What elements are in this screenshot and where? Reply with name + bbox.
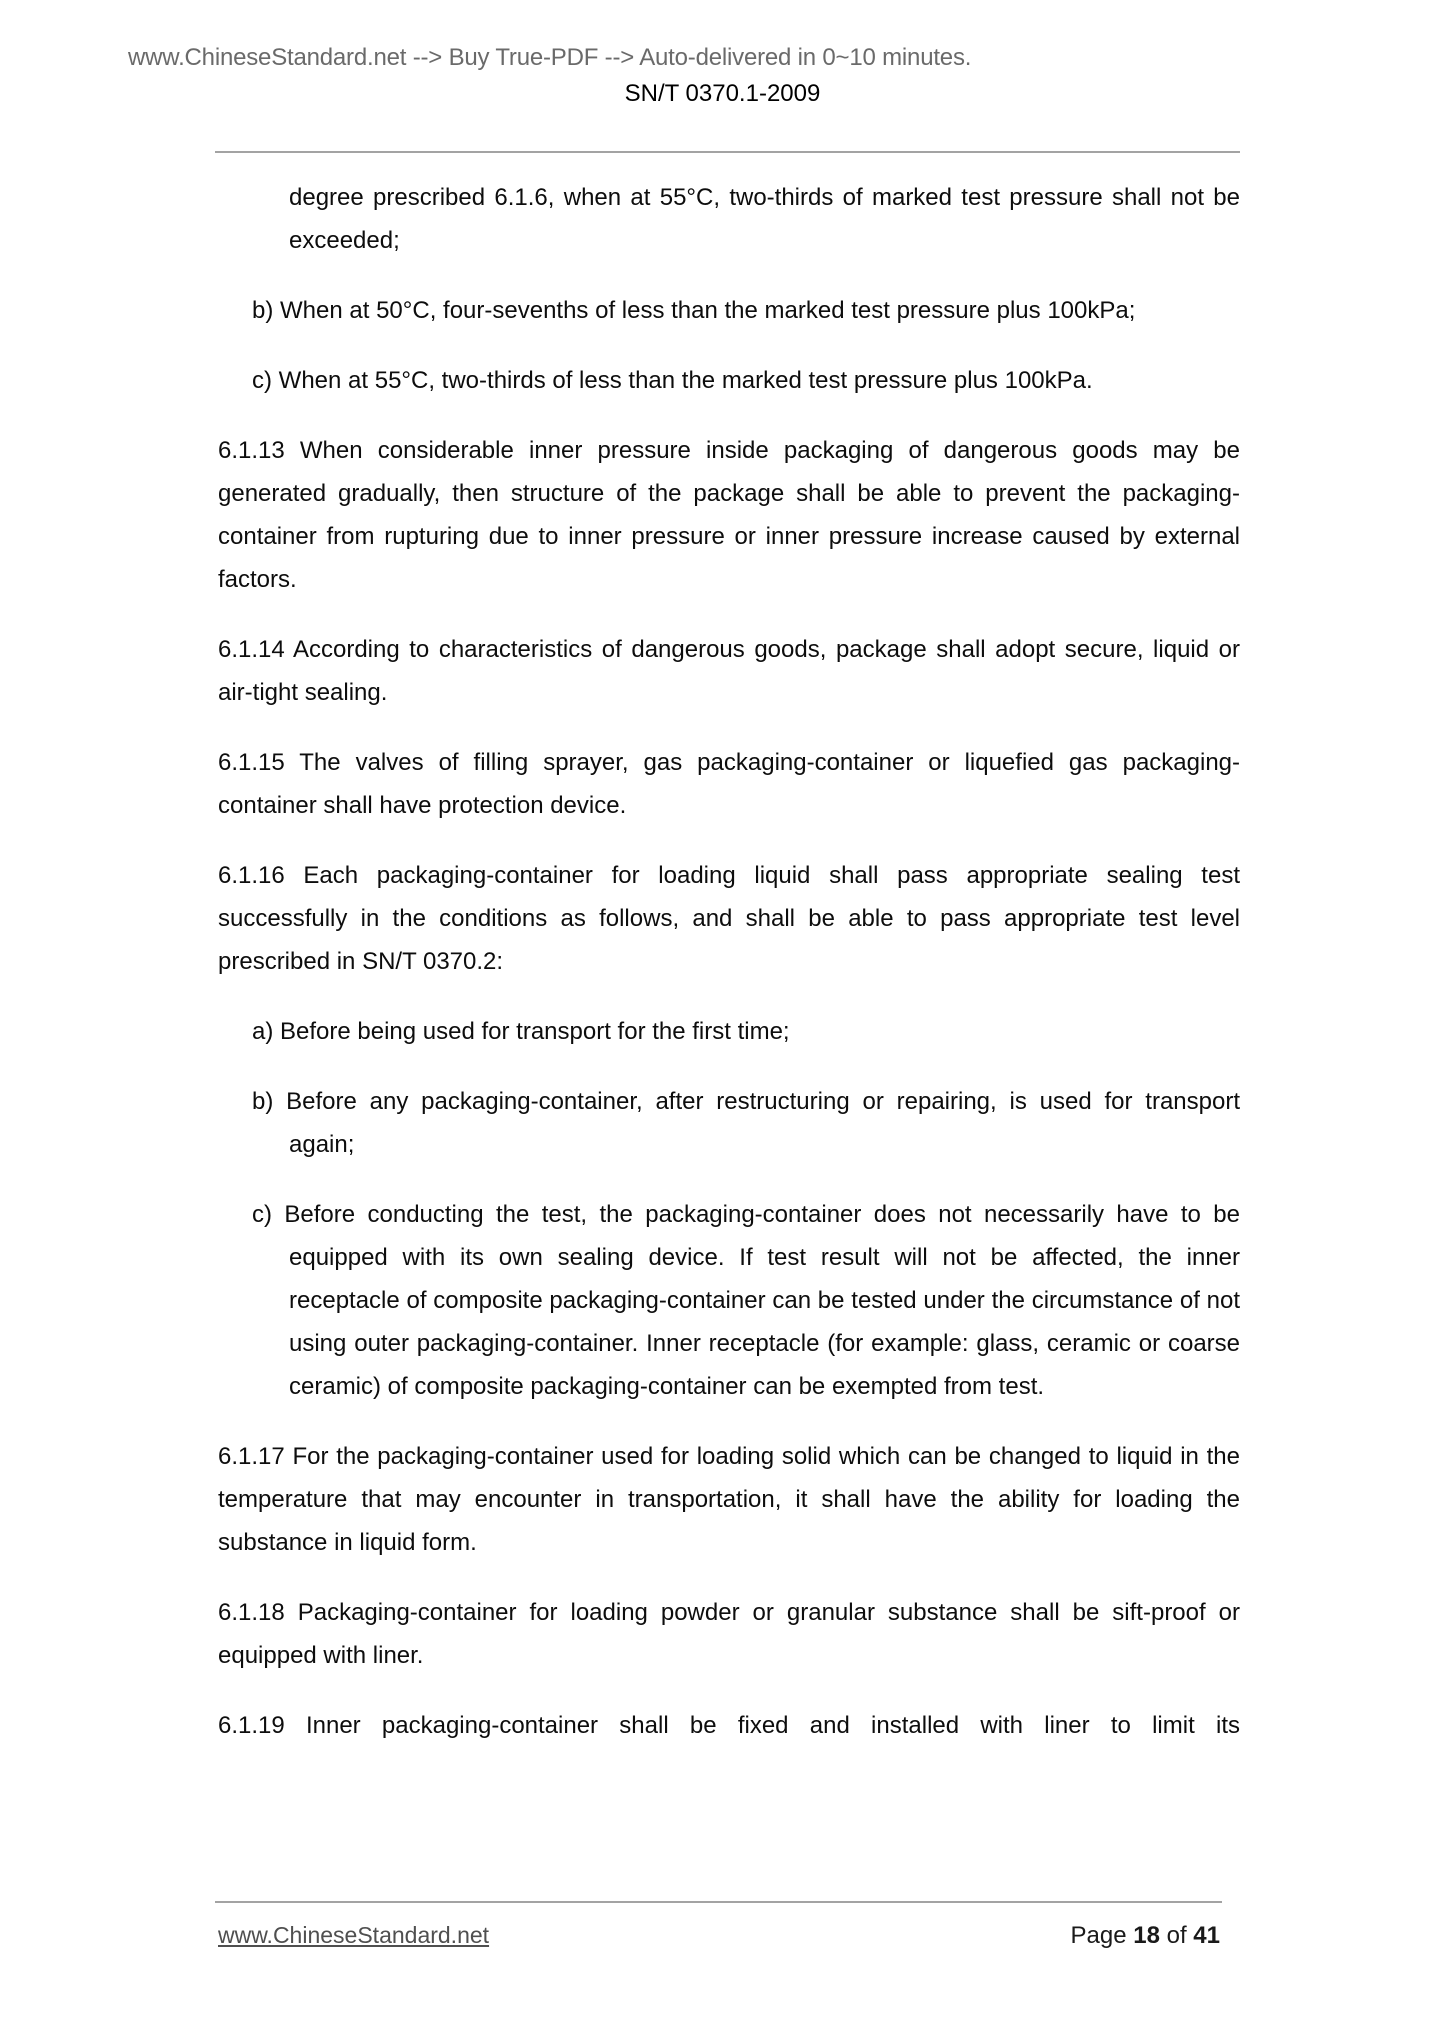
- body-paragraph: [218, 1435, 1240, 1564]
- paragraph-marker: c): [252, 367, 279, 394]
- document-body: [218, 176, 1240, 1774]
- paragraph-marker: 6.1.17: [218, 1443, 293, 1470]
- of-word: of: [1166, 1922, 1187, 1949]
- footer-site-link[interactable]: www.ChineseStandard.net: [218, 1922, 490, 1948]
- standard-number: SN/T 0370.1-2009: [624, 80, 821, 107]
- body-paragraph: [218, 741, 1240, 827]
- body-paragraph: [218, 854, 1240, 983]
- paragraph-marker: 6.1.14: [218, 636, 293, 663]
- page-word: Page: [1070, 1922, 1127, 1949]
- body-paragraph: [218, 1704, 1240, 1747]
- paragraph-marker: 6.1.13: [218, 437, 300, 464]
- page-total: 41: [1193, 1922, 1220, 1949]
- body-paragraph: [218, 429, 1240, 601]
- paragraph-text: Inner packaging-container shall be fixed and installed with liner to limit its: [305, 1712, 1240, 1739]
- promo-header: www.ChineseStandard.net --> Buy True-PDF --> Auto-delivered in 0~10 minutes.: [128, 44, 972, 71]
- body-paragraph: [252, 359, 1240, 402]
- body-paragraph: [252, 1193, 1240, 1408]
- paragraph-text: For the packaging-container used for loading solid which can be changed to liquid in the temperature that may encounter in transportation, it shall have the ability for loading the substance in liquid form.: [218, 1443, 1240, 1556]
- body-paragraph: [289, 176, 1240, 262]
- paragraph-text: According to characteristics of dangerous goods, package shall adopt secure, liquid or air-tight sealing.: [218, 636, 1240, 706]
- page-indicator: [1071, 1922, 1221, 1950]
- paragraph-text: Each packaging-container for loading liquid shall pass appropriate sealing test successfully in the conditions as follows, and shall be able to pass appropriate test level prescribed in SN/T 0370.2:: [218, 862, 1240, 975]
- paragraph-marker: 6.1.19: [218, 1712, 306, 1739]
- body-paragraph: [252, 289, 1240, 332]
- paragraph-marker: 6.1.15: [218, 749, 300, 776]
- paragraph-marker: c): [252, 1201, 285, 1228]
- body-paragraph: [218, 1591, 1240, 1677]
- paragraph-text: When at 50°C, four-sevenths of less than the marked test pressure plus 100kPa;: [280, 297, 1136, 324]
- paragraph-marker: 6.1.16: [218, 862, 304, 889]
- paragraph-text: The valves of filling sprayer, gas packaging-container or liquefied gas packaging-container shall have protection device.: [218, 749, 1241, 819]
- body-paragraph: [252, 1080, 1240, 1166]
- paragraph-marker: b): [252, 297, 281, 324]
- paragraph-text: When at 55°C, two-thirds of less than the marked test pressure plus 100kPa.: [278, 367, 1093, 394]
- header-divider: [215, 151, 1240, 153]
- page-current: 18: [1133, 1922, 1160, 1949]
- paragraph-text: When considerable inner pressure inside packaging of dangerous goods may be generated gradually, then structure of the package shall be able to prevent the packaging-container from rupturing due to inner pressure or inner pressure increase caused by external factors.: [218, 437, 1240, 593]
- paragraph-marker: a): [252, 1018, 281, 1045]
- body-paragraph: [252, 1010, 1240, 1053]
- body-paragraph: [218, 628, 1240, 714]
- paragraph-text: Before being used for transport for the first time;: [280, 1018, 790, 1045]
- paragraph-text: Before conducting the test, the packaging-container does not necessarily have to be equipped with its own sealing device. If test result will not be affected, the inner receptacle of composite packaging-container can be tested under the circumstance of not using outer packaging-container. Inner receptacle (for example: glass, ceramic or coarse ceramic) of composite packaging-container can be exempted from test.: [284, 1201, 1240, 1400]
- paragraph-text: Before any packaging-container, after restructuring or repairing, is used for transport again;: [286, 1088, 1240, 1158]
- paragraph-marker: b): [252, 1088, 287, 1115]
- paragraph-text: degree prescribed 6.1.6, when at 55°C, two-thirds of marked test pressure shall not be exceeded;: [289, 184, 1240, 254]
- footer-divider: [215, 1901, 1222, 1903]
- paragraph-marker: 6.1.18: [218, 1599, 298, 1626]
- paragraph-text: Packaging-container for loading powder or granular substance shall be sift-proof or equipped with liner.: [218, 1599, 1240, 1669]
